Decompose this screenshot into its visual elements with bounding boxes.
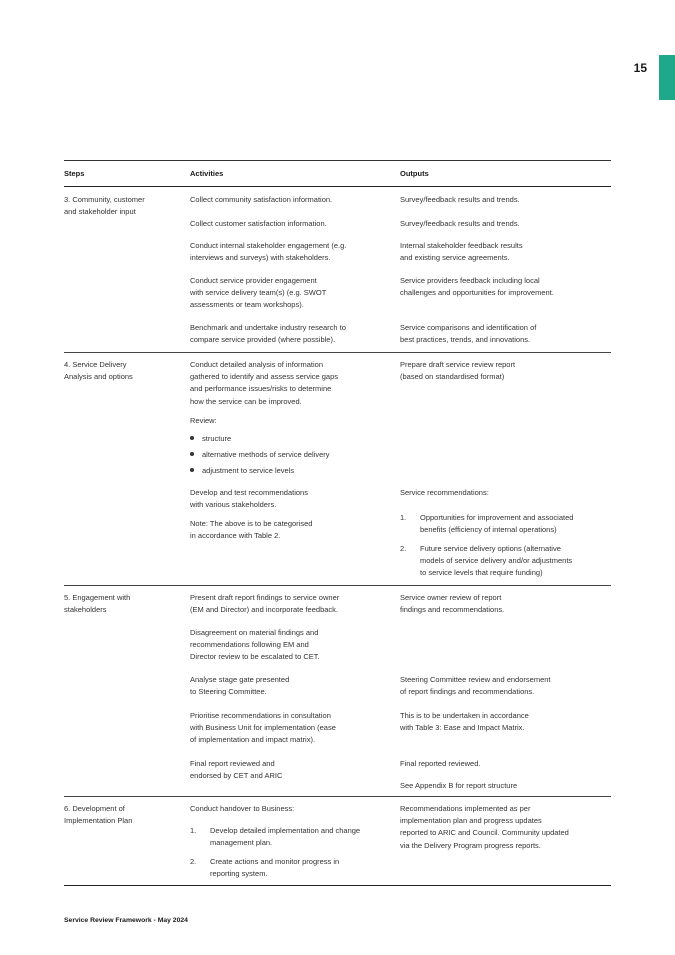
service-review-table <box>64 160 611 886</box>
activity: Develop and test recommendations with various stakeholders. <box>190 488 308 510</box>
accent-tab <box>659 55 675 100</box>
bullet-item: adjustment to service levels <box>190 465 294 477</box>
output: Service comparisons and identification of best practices, trends, and innovations. <box>400 323 537 345</box>
bullet-dot <box>190 468 194 472</box>
activity: Present draft report findings to service owner (EM and Director) and incorporate feedback. <box>190 593 340 615</box>
output: Service providers feedback including local challenges and opportunities for improvement. <box>400 276 554 298</box>
header-outputs: Outputs <box>400 169 429 178</box>
activity: Collect customer satisfaction information. <box>190 219 327 228</box>
bullet-item: structure <box>190 433 231 445</box>
activity-review-label: Review: <box>190 416 217 425</box>
activity: Benchmark and undertake industry research to compare service provided (where possible). <box>190 323 346 345</box>
activity: Analyse stage gate presented to Steering Committee. <box>190 675 290 697</box>
numbered-item: 1. Develop detailed implementation and change management plan. <box>190 826 361 848</box>
output: Survey/feedback results and trends. <box>400 195 520 204</box>
header-steps: Steps <box>64 169 85 178</box>
page-number: 15 <box>633 61 647 75</box>
output: Service owner review of report findings and recommendations. <box>400 593 505 615</box>
numbered-item: 2. Create actions and monitor progress in reporting system. <box>190 857 340 879</box>
output: Internal stakeholder feedback results and existing service agreements. <box>400 241 523 263</box>
step-label: 3. Community, customer and stakeholder input <box>64 195 145 217</box>
header-activities: Activities <box>190 169 224 178</box>
activity: Conduct detailed analysis of information gathered to identify and assess service gaps and performance issues/risks to determine how the service can be improved. <box>190 360 339 406</box>
output: Final reported reviewed. <box>400 759 481 768</box>
table-row-step-5 <box>64 586 611 797</box>
output: This is to be undertaken in accordance with Table 3: Ease and Impact Matrix. <box>400 711 529 733</box>
activity-note: Note: The above is to be categorised in accordance with Table 2. <box>190 519 313 541</box>
step-label: 5. Engagement with stakeholders <box>64 593 131 615</box>
activity: Prioritise recommendations in consultation with Business Unit for implementation (ease of implementation and impact matrix). <box>190 711 336 745</box>
output: Recommendations implemented as per implementation plan and progress updates reported to ARIC and Council. Community updated via the Delivery Program progress reports. <box>400 804 569 850</box>
output: See Appendix B for report structure <box>400 781 518 790</box>
bullet-dot <box>190 436 194 440</box>
output: Survey/feedback results and trends. <box>400 219 520 228</box>
footer-text: Service Review Framework - May 2024 <box>64 917 188 924</box>
step-label: 4. Service Delivery Analysis and options <box>64 360 133 382</box>
activity: Conduct service provider engagement with service delivery team(s) (e.g. SWOT assessments or team workshops). <box>190 276 327 310</box>
bullet-item: alternative methods of service delivery <box>190 449 330 461</box>
table-row-step-3 <box>64 187 611 353</box>
numbered-item: 2. Future service delivery options (alternative models of service delivery and/or adjustments to service levels that require funding) <box>400 544 573 578</box>
table-row-step-4 <box>64 353 611 586</box>
output: Steering Committee review and endorsement of report findings and recommendations. <box>400 675 551 697</box>
activity: Conduct internal stakeholder engagement (e.g. interviews and surveys) with stakeholders. <box>190 241 347 263</box>
output: Prepare draft service review report (based on standardised format) <box>400 360 516 382</box>
activity: Conduct handover to Business: <box>190 804 295 813</box>
table-row-step-6 <box>64 797 611 886</box>
activity: Disagreement on material findings and recommendations following EM and Director review to be escalated to CET. <box>190 628 320 662</box>
bullet-dot <box>190 452 194 456</box>
step-label: 6. Development of Implementation Plan <box>64 804 133 826</box>
table-header-row <box>64 161 611 187</box>
numbered-item: 1. Opportunities for improvement and associated benefits (efficiency of internal operations) <box>400 513 574 535</box>
activity: Collect community satisfaction information. <box>190 195 333 204</box>
output: Service recommendations: <box>400 488 489 497</box>
activity: Final report reviewed and endorsed by CET and ARIC <box>190 759 283 781</box>
